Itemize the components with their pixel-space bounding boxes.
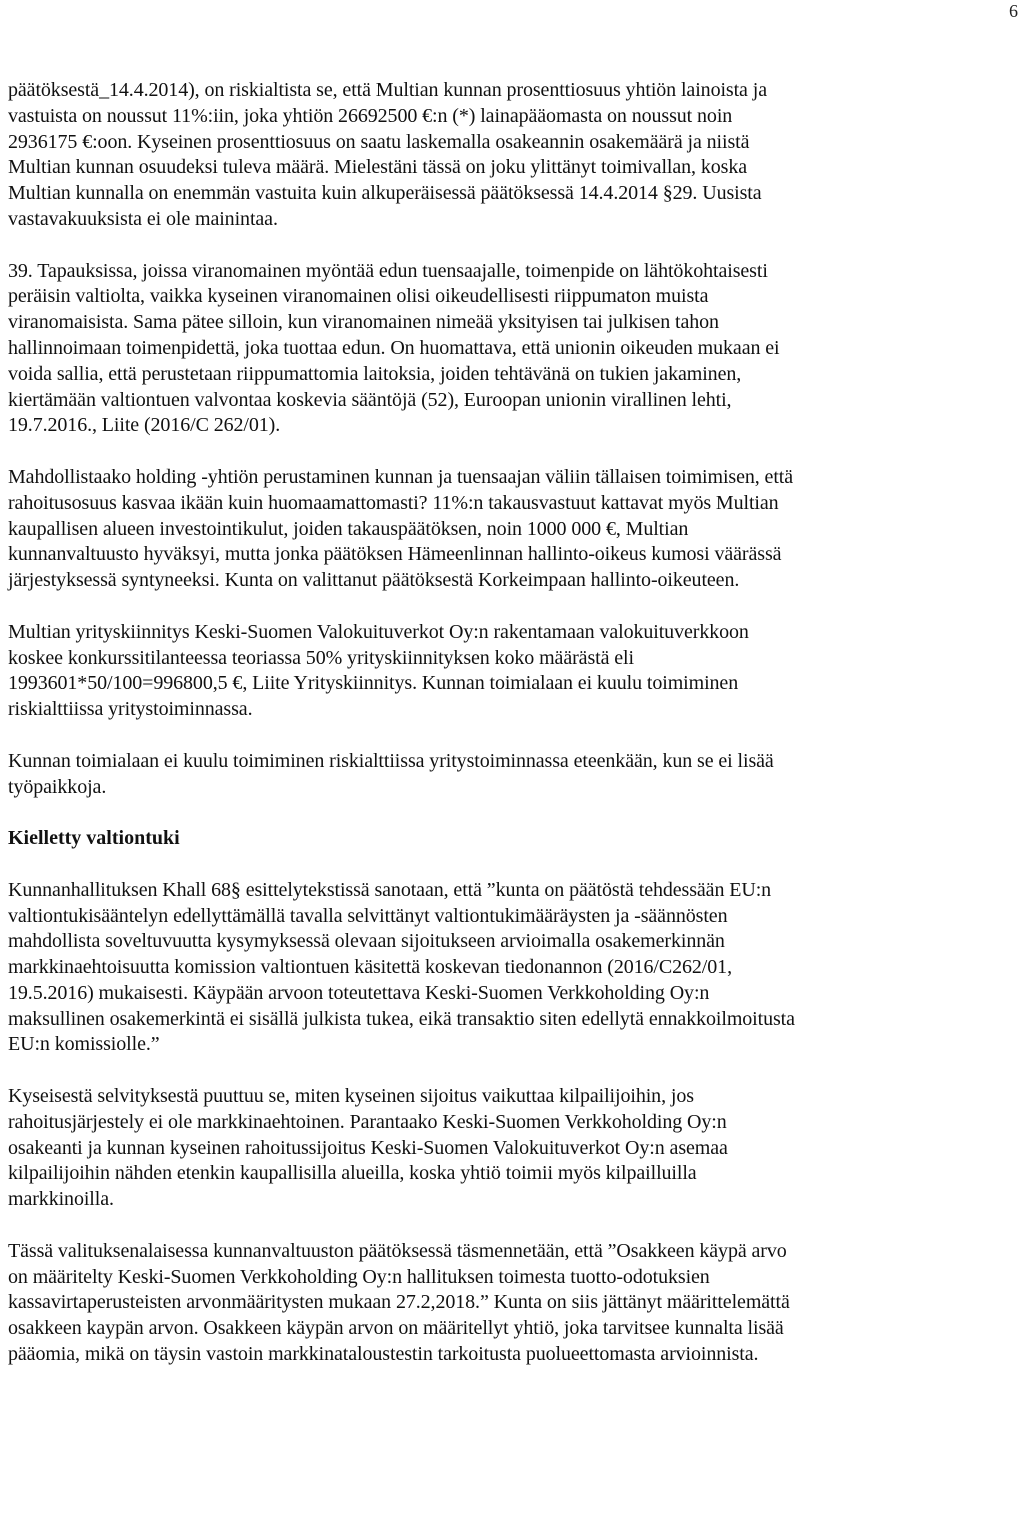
paragraph-business-mortgage: Multian yrityskiinnitys Keski-Suomen Valokuituverkot Oy:n rakentamaan valokuituverkkoon koskee konkurssitilanteessa teoriassa 50% yrityskiinnityksen koko määrästä eli 1993601*50/100=996800,5 €, Liite Yrityskiinnitys. Kunnan toimialaan ei kuulu toimiminen riskialttiissa yritystoiminnassa. (8, 620, 749, 721)
paragraph-point-39: 39. Tapauksissa, joissa viranomainen myöntää edun tuensaajalle, toimenpide on lähtökohtaisesti peräisin valtiolta, vaikka kyseinen viranomainen olisi oikeudellisesti riippumaton muista viranomaisista. Sama pätee silloin, kun viranomainen nimeää yksityisen tai julkisen tahon hallinnoimaan toimenpidettä, joka tuottaa edun. On huomattava, että unionin oikeuden mukaan ei voida sallia, että perustetaan riippumattomia laitoksia, joiden tehtävänä on tukien jakaminen, kiertämään valtiontuen valvontaa koskevia sääntöjä (52), Euroopan unionin virallinen lehti, 19.7.2016., Liite (2016/C 262/01). (8, 259, 780, 437)
paragraph-board-statement: Kunnanhallituksen Khall 68§ esittelytekstissä sanotaan, että ”kunta on päätöstä tehdessään EU:n valtiontukisääntelyn edellyttämällä tavalla selvittänyt valtiontukimääräysten ja -säännösten mahdollista soveltuvuutta kysymyksessä olevaan sijoitukseen arvioimalla osakemerkinnän markkinaehtoisuutta komission valtiontuen käsitettä koskevan tiedonannon (2016/C262/01, 19.5.2016) mukaisesti. Käypään arvoon toteutettava Keski-Suomen Verkkoholding Oy:n maksullinen osakemerkintä ei sisällä julkista tukea, eikä transaktio siten edellytä ennakkoilmoitusta EU:n komissiolle.” (8, 878, 795, 1056)
section-heading: Kielletty valtiontuki (8, 827, 180, 850)
paragraph-holding-company: Mahdollistaako holding -yhtiön perustaminen kunnan ja tuensaajan väliin tällaisen toimimisen, että rahoitusosuus kasvaa ikään kuin huomaamattomasti? 11%:n takausvastuut kattavat myös Multian kaupallisen alueen investointikulut, joiden takauspäätöksen, noin 1000 000 €, Multian kunnanvaltuusto hyväksyi, mutta jonka päätöksen Hämeenlinnan hallinto-oikeus kumosi väärässä järjestyksessä syntyneeksi. Kunta on valittanut päätöksestä Korkeimpaan hallinto-oikeuteen. (8, 465, 794, 592)
paragraph-continuation: päätöksestä_14.4.2014), on riskialtista se, että Multian kunnan prosenttiosuus yhtiön lainoista ja vastuista on noussut 11%:iin, joka yhtiön 26692500 €:n (*) lainapääomasta on noussut noin 2936175 €:oon. Kyseinen prosenttiosuus on saatu laskemalla osakeannin osakemäärä ja niistä Multian kunnan osuudeksi tuleva määrä. Mielestäni tässä on joku ylittänyt toimivallan, koska Multian kunnalla on enemmän vastuita kuin alkuperäisessä päätöksessä 14.4.2014 §29. Uusista vastavakuuksista ei ole mainintaa. (8, 79, 767, 230)
document-body (8, 78, 1018, 1394)
page-number: 6 (1009, 1, 1018, 21)
paragraph-competitor-impact: Kyseisestä selvityksestä puuttuu se, miten kyseinen sijoitus vaikuttaa kilpailijoihin, jos rahoitusjärjestely ei ole markkinaehtoinen. Parantaako Keski-Suomen Verkkoholding Oy:n osakeanti ja kunnan kyseinen rahoitussijoitus Keski-Suomen Valokuituverkot Oy:n asemaa kilpailijoihin nähden etenkin kaupallisilla alueilla, koska yhtiö toimii myös kilpailluilla markkinoilla. (8, 1085, 728, 1211)
paragraph-fair-value: Tässä valituksenalaisessa kunnanvaltuuston päätöksessä täsmennetään, että ”Osakkeen käypä arvo on määritelty Keski-Suomen Verkkoholding Oy:n hallituksen toimesta tuotto-odotuksien kassavirtaperusteisten arvonmääritysten mukaan 27.2,2018.” Kunta on siis jättänyt määrittelemättä osakkeen kaypän arvon. Osakkeen käypän arvon on määritellyt yhtiö, joka tarvitsee kunnalta lisää pääomia, mikä on täysin vastoin markkinataloustestin tarkoitusta puolueettomasta arvioinnista. (8, 1239, 790, 1366)
paragraph-municipal-scope: Kunnan toimialaan ei kuulu toimiminen riskialttiissa yritystoiminnassa eteenkään, kun se ei lisää työpaikkoja. (8, 749, 774, 798)
